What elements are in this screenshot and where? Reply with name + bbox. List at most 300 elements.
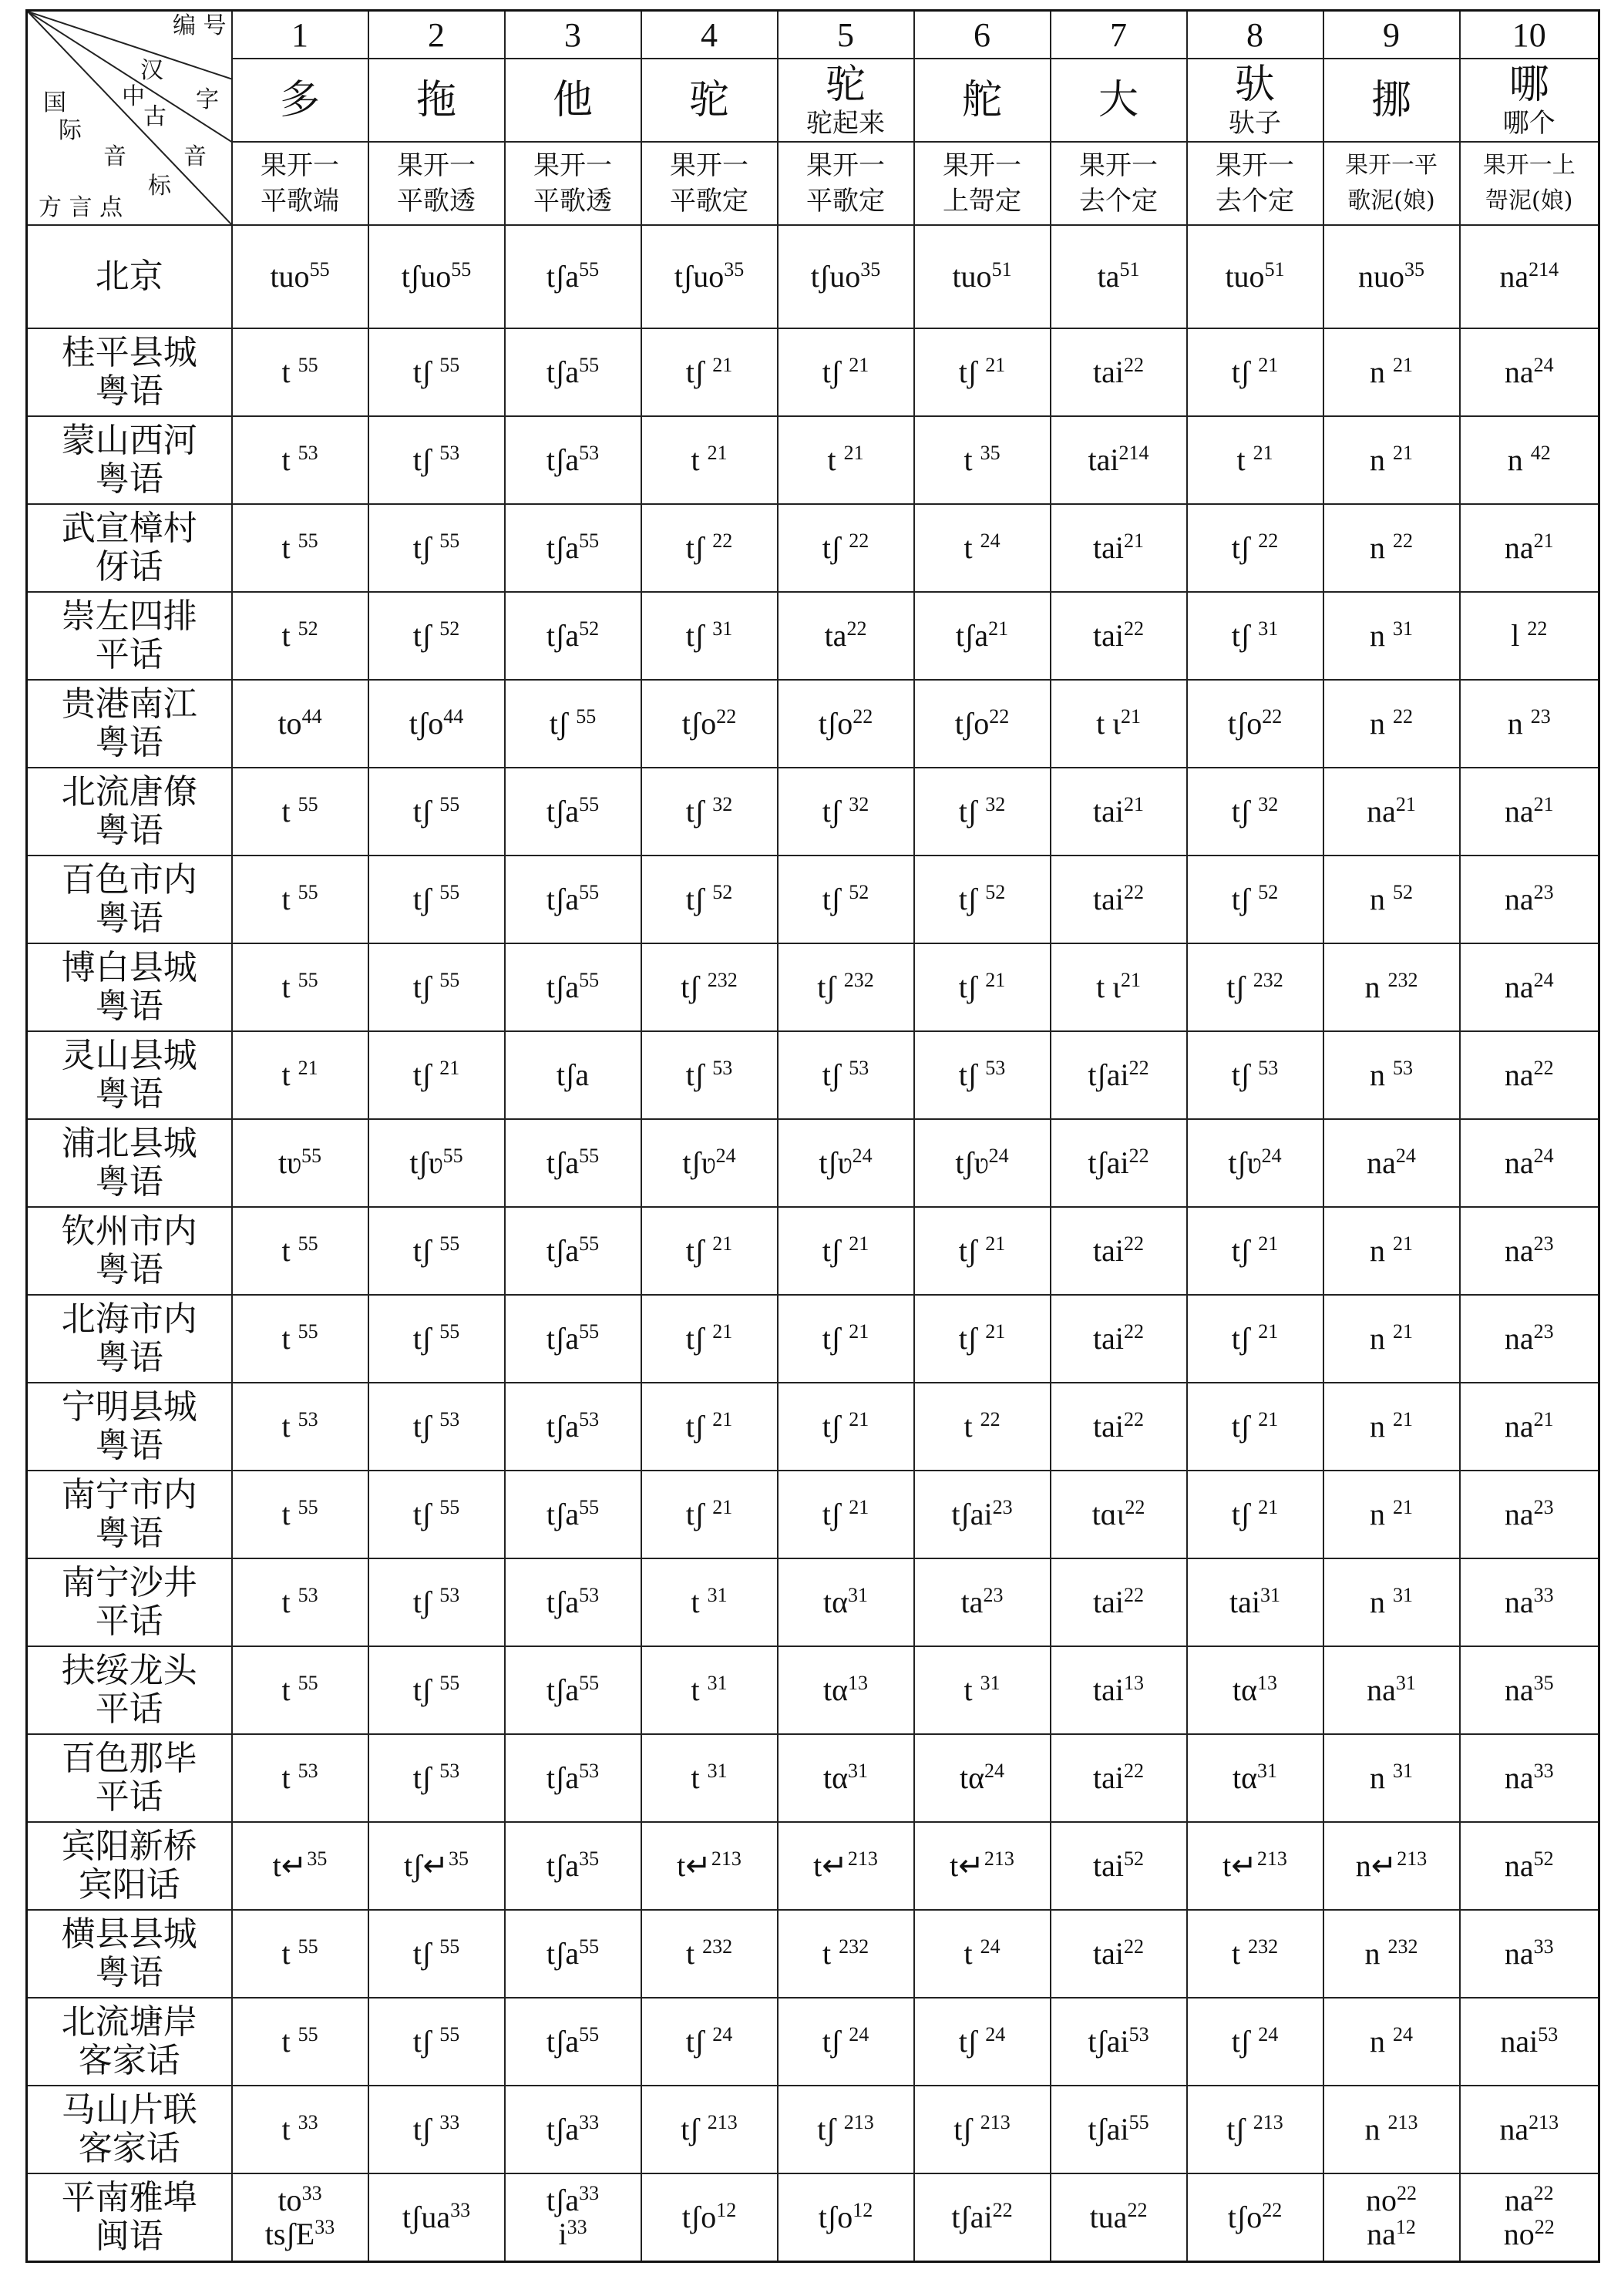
pronunciation-cell	[1187, 2173, 1323, 2262]
ipa-segment: na	[1504, 970, 1534, 1004]
class-line-2: 平歌定	[806, 186, 885, 217]
pronunciation-cell	[232, 1383, 368, 1471]
ipa-segment: t	[281, 1585, 298, 1619]
tone-value: 55	[298, 1672, 318, 1694]
pronunciation-cell	[368, 416, 505, 504]
ipa-segment: t	[281, 1057, 298, 1092]
pronunciation-cell	[1460, 1910, 1599, 1998]
pronunciation-cell	[641, 856, 778, 943]
ipa-segment: tʃ	[822, 1497, 849, 1531]
pronunciation-cell	[914, 1031, 1051, 1119]
table-row	[27, 1822, 1599, 1910]
pronunciation-cell	[368, 1295, 505, 1383]
ipa-segment: t↵	[813, 1848, 848, 1883]
pronunciation-cell	[232, 943, 368, 1031]
table-row	[27, 328, 1599, 416]
tone-value: 21	[712, 354, 733, 376]
tone-value: 35	[579, 1847, 600, 1870]
ipa-segment: tʃʋ	[819, 1145, 853, 1180]
ipa-segment: tʃ	[549, 706, 577, 741]
tone-value: 31	[980, 1672, 1001, 1694]
pronunciation-cell	[1187, 1471, 1323, 1558]
ipa-segment: na	[1504, 794, 1534, 829]
tone-value: 22	[1393, 529, 1413, 552]
ipa-segment: t ɩ	[1096, 706, 1121, 741]
tone-value: 213	[707, 2111, 738, 2133]
pronunciation-cell	[778, 1207, 914, 1295]
pronunciation-cell	[1051, 1471, 1187, 1558]
ipa-segment: tʃ	[822, 794, 849, 829]
pronunciation-cell	[505, 1558, 641, 1646]
pronunciation-cell	[641, 2086, 778, 2173]
pronunciation-cell	[914, 225, 1051, 328]
column-middle-chinese-class	[505, 142, 641, 225]
ipa-segment: no	[1366, 2183, 1397, 2217]
pronunciation-cell	[232, 1207, 368, 1295]
ipa-segment: t	[281, 1936, 298, 1971]
pronunciation-cell	[1460, 416, 1599, 504]
ipa-segment: tʃ	[412, 530, 440, 565]
table-row	[27, 1207, 1599, 1295]
ipa-segment: tʃo	[681, 706, 717, 741]
tone-value: 22	[1125, 1496, 1145, 1518]
tone-value: 53	[579, 1760, 600, 1782]
class-line-1: 果开一平	[1345, 152, 1438, 179]
dialect-point-line: 粤语	[95, 459, 163, 499]
pronunciation-cell	[505, 1119, 641, 1207]
ipa-segment: na	[1504, 1760, 1534, 1795]
pronunciation-cell	[232, 592, 368, 680]
ipa-segment: tʃa	[546, 1760, 580, 1795]
tone-value: 33	[298, 2111, 318, 2133]
tone-value: 22	[849, 529, 869, 552]
pronunciation-cell	[232, 1734, 368, 1822]
pronunciation-cell	[368, 592, 505, 680]
tone-value: 232	[1253, 969, 1283, 991]
ipa-segment: tʃ	[412, 1233, 440, 1268]
pronunciation-cell	[505, 1471, 641, 1558]
tone-value: 35	[1533, 1672, 1554, 1694]
pronunciation-cell	[1051, 328, 1187, 416]
pronunciation-cell	[641, 1910, 778, 1998]
ipa-segment: n	[1370, 1760, 1393, 1795]
table-header	[27, 11, 1599, 226]
tone-value: 55	[439, 2023, 460, 2046]
tone-value: 213	[1397, 1847, 1428, 1870]
ipa-segment: na	[1504, 2183, 1534, 2217]
dialect-point	[27, 1031, 232, 1119]
dialect-point-line: 宾阳新桥	[61, 1827, 197, 1866]
pronunciation-cell	[1051, 1998, 1187, 2086]
pronunciation-cell	[232, 1646, 368, 1734]
ipa-segment: t	[281, 1497, 298, 1531]
ipa-segment: tʃ	[681, 970, 708, 1004]
pronunciation-cell	[1051, 504, 1187, 592]
ipa-segment: tʃ	[1231, 618, 1259, 653]
tone-value: 55	[439, 529, 460, 552]
ipa-segment: tʃ	[685, 1057, 713, 1092]
column-character	[1187, 59, 1323, 142]
ipa-segment: t	[281, 1760, 298, 1795]
tone-value: 21	[849, 1232, 869, 1255]
tone-value: 33	[314, 2216, 335, 2238]
pronunciation-cell	[778, 328, 914, 416]
pronunciation-cell	[914, 1910, 1051, 1998]
dialect-point-line: 百色市内	[61, 860, 197, 899]
tone-value: 52	[712, 881, 733, 903]
pronunciation-cell	[505, 680, 641, 768]
tone-value: 232	[839, 1935, 869, 1958]
column-middle-chinese-class	[1051, 142, 1187, 225]
dialect-point	[27, 943, 232, 1031]
tone-value: 21	[1258, 1496, 1279, 1518]
pronunciation-cell	[914, 1471, 1051, 1558]
tone-value: 214	[1118, 442, 1149, 464]
pronunciation-cell	[1187, 1910, 1323, 1998]
ipa-segment: tʃ	[685, 1409, 713, 1444]
tone-value: 53	[298, 442, 318, 464]
ipa-segment: tʃ	[1231, 1321, 1259, 1356]
ipa-segment: tɑɩ	[1091, 1497, 1125, 1531]
ipa-segment: na	[1504, 882, 1534, 916]
tone-value: 213	[843, 2111, 874, 2133]
ipa-segment: tua	[1089, 2200, 1128, 2234]
tone-value: 33	[450, 2199, 471, 2221]
tone-value: 213	[1253, 2111, 1283, 2133]
ipa-segment: tα	[822, 1585, 849, 1619]
pronunciation-cell	[1051, 2086, 1187, 2173]
pronunciation-cell	[1051, 1383, 1187, 1471]
pronunciation-cell	[1460, 1031, 1599, 1119]
tone-value: 21	[1533, 1408, 1554, 1430]
ipa-segment: tα	[1232, 1760, 1258, 1795]
ipa-segment: tʃ	[958, 794, 986, 829]
ipa-segment: tʃa	[546, 442, 580, 477]
tone-value: 44	[301, 705, 322, 728]
tone-value: 55	[1128, 2111, 1149, 2133]
ipa-segment: n	[1370, 882, 1393, 916]
dialect-point-line: 客家话	[78, 2041, 180, 2080]
dialect-point-line: 贵港南江	[61, 684, 197, 724]
column-number: 8	[1187, 11, 1323, 59]
pronunciation-cell	[778, 2086, 914, 2173]
pronunciation-cell	[1323, 943, 1460, 1031]
tone-value: 55	[579, 1672, 600, 1694]
ipa-segment: t	[1236, 442, 1253, 477]
pronunciation-cell	[914, 416, 1051, 504]
ipa-segment: tʃ	[1231, 2024, 1259, 2059]
ipa-segment: t	[822, 1936, 839, 1971]
ipa-segment: tʃo	[1227, 706, 1263, 741]
table-row	[27, 2086, 1599, 2173]
dialect-point	[27, 1471, 232, 1558]
ipa-segment: tʃa	[546, 1321, 580, 1356]
dialect-point-line: 浦北县城	[61, 1124, 197, 1163]
ipa-segment: tai	[1093, 1233, 1124, 1268]
pronunciation-cell	[914, 504, 1051, 592]
tone-value: 33	[567, 2216, 587, 2238]
tone-value: 21	[1393, 354, 1413, 376]
dialect-point-line: 粤语	[95, 899, 163, 938]
table-row	[27, 1295, 1599, 1383]
pronunciation-cell	[368, 328, 505, 416]
tone-value: 21	[712, 1320, 733, 1343]
column-character	[232, 59, 368, 142]
dialect-point-line: 粤语	[95, 371, 163, 411]
pronunciation-cell	[368, 1646, 505, 1734]
pronunciation-cell	[1460, 592, 1599, 680]
dialect-point	[27, 1383, 232, 1471]
ipa-segment: na	[1367, 2217, 1396, 2251]
table-row	[27, 680, 1599, 768]
ipa-segment: tʃa	[546, 355, 580, 389]
dialect-point-line: 客家话	[78, 2129, 180, 2168]
pronunciation-cell	[232, 1558, 368, 1646]
class-line-1: 果开一上	[1482, 152, 1576, 179]
ipa-segment: t	[281, 1233, 298, 1268]
table-row	[27, 943, 1599, 1031]
pronunciation-cell	[232, 856, 368, 943]
ipa-segment: tʃai	[1088, 2024, 1129, 2059]
dialect-point-line: 南宁沙井	[61, 1563, 197, 1602]
corner-label-yin-right: 音	[183, 143, 207, 170]
pronunciation-cell	[232, 1031, 368, 1119]
pronunciation-cell	[1051, 1558, 1187, 1646]
ipa-segment: tʃ	[958, 1233, 986, 1268]
tone-value: 23	[1533, 1232, 1554, 1255]
tone-value: 55	[439, 969, 460, 991]
ipa-segment: n	[1370, 618, 1393, 653]
tone-value: 12	[853, 2199, 873, 2221]
pronunciation-cell	[1187, 1295, 1323, 1383]
tone-value: 31	[712, 617, 733, 640]
pronunciation-cell	[368, 1383, 505, 1471]
dialect-point-line: 粤语	[95, 811, 163, 850]
dialect-point-line: 崇左四排	[61, 597, 197, 636]
ipa-segment: tʃ	[685, 2024, 713, 2059]
ipa-segment: tʃ	[1231, 530, 1259, 565]
column-character	[1051, 59, 1187, 142]
ipa-segment: tʃo	[954, 706, 990, 741]
dialect-point	[27, 2173, 232, 2262]
ipa-segment: t	[964, 1936, 980, 1971]
pronunciation-cell	[641, 1822, 778, 1910]
ipa-segment: tʃa	[546, 530, 580, 565]
tone-value: 21	[1393, 442, 1413, 464]
tone-value: 55	[439, 1935, 460, 1958]
dialect-point-line: 宾阳话	[78, 1865, 180, 1904]
ipa-segment: tʃo	[818, 2200, 853, 2234]
dialect-point	[27, 225, 232, 328]
pronunciation-cell	[368, 768, 505, 856]
dialect-point	[27, 1646, 232, 1734]
ipa-segment: tʃ	[412, 2024, 440, 2059]
tone-value: 21	[712, 1408, 733, 1430]
tone-value: 12	[1395, 2216, 1416, 2238]
ipa-segment: t	[281, 355, 298, 389]
pronunciation-cell	[778, 1910, 914, 1998]
pronunciation-cell	[1187, 416, 1323, 504]
pronunciation-cell	[914, 1822, 1051, 1910]
tone-value: 24	[1533, 354, 1554, 376]
tone-value: 44	[443, 705, 464, 728]
tone-value: 24	[980, 529, 1001, 552]
pronunciation-cell	[641, 504, 778, 592]
ipa-segment: tα	[822, 1672, 849, 1707]
corner-label-bianhao: 编 号	[173, 12, 227, 39]
column-character	[641, 59, 778, 142]
pronunciation-cell	[505, 1383, 641, 1471]
corner-label-zhong: 中	[122, 83, 145, 110]
tone-value: 53	[985, 1057, 1006, 1079]
ipa-segment: tai	[1093, 1585, 1124, 1619]
tone-value: 22	[853, 705, 873, 728]
tone-value: 21	[1123, 793, 1144, 815]
pronunciation-cell	[1323, 504, 1460, 592]
tone-value: 21	[707, 442, 728, 464]
tone-value: 51	[1119, 258, 1140, 281]
pronunciation-cell	[778, 1031, 914, 1119]
pronunciation-cell	[1187, 1207, 1323, 1295]
ipa-segment: tʃa	[546, 1145, 580, 1180]
tone-value: 33	[579, 2182, 600, 2204]
ipa-segment: ta	[960, 1585, 984, 1619]
pronunciation-cell	[232, 2173, 368, 2262]
tone-value: 21	[1253, 442, 1273, 464]
tone-value: 12	[716, 2199, 737, 2221]
ipa-segment: tʃ	[958, 970, 986, 1004]
tone-value: 55	[579, 793, 600, 815]
tone-value: 52	[1123, 1847, 1144, 1870]
table-body	[27, 225, 1599, 2262]
ipa-segment: tʃa	[955, 618, 989, 653]
tone-value: 22	[1123, 617, 1144, 640]
ipa-segment: tʃ	[822, 1057, 849, 1092]
tone-value: 52	[985, 881, 1006, 903]
pronunciation-cell	[505, 1910, 641, 1998]
pronunciation-cell	[505, 592, 641, 680]
dialect-point	[27, 1822, 232, 1910]
ipa-segment: tʃ	[412, 1585, 440, 1619]
tone-value: 22	[712, 529, 733, 552]
pronunciation-cell	[505, 504, 641, 592]
tone-value: 55	[576, 705, 597, 728]
ipa-segment: tʃ	[412, 1057, 440, 1092]
pronunciation-cell	[641, 592, 778, 680]
pronunciation-cell	[641, 1998, 778, 2086]
tone-value: 21	[849, 1408, 869, 1430]
ipa-segment: t↵	[950, 1848, 984, 1883]
tone-value: 22	[1527, 617, 1548, 640]
tone-value: 22	[1128, 1057, 1149, 1079]
dialect-point-line: 桂平县城	[61, 333, 197, 372]
pronunciation-cell	[641, 225, 778, 328]
ipa-segment: na	[1504, 1409, 1534, 1444]
class-line-1: 果开一	[806, 150, 885, 181]
tone-value: 53	[712, 1057, 733, 1079]
pronunciation-cell	[914, 1998, 1051, 2086]
dialect-point-line: 博白县城	[61, 948, 197, 987]
ipa-segment: tai	[1229, 1585, 1260, 1619]
tone-value: 21	[1258, 1320, 1279, 1343]
dialect-point-line: 粤语	[95, 1250, 163, 1289]
ipa-segment: n	[1370, 1409, 1393, 1444]
dialect-point-line: 平话	[95, 1689, 163, 1729]
ipa-segment: tʃ	[822, 882, 849, 916]
ipa-segment: tʃʋ	[1228, 1145, 1262, 1180]
column-number: 5	[778, 11, 914, 59]
pronunciation-cell	[778, 1998, 914, 2086]
column-middle-chinese-class	[914, 142, 1051, 225]
corner-label-guo: 国	[43, 89, 66, 116]
pronunciation-cell	[1460, 1646, 1599, 1734]
ipa-segment: t	[281, 530, 298, 565]
pronunciation-cell	[1323, 1119, 1460, 1207]
ipa-segment: tʃ	[412, 882, 440, 916]
pronunciation-cell	[232, 1910, 368, 1998]
table-row	[27, 504, 1599, 592]
dialect-point	[27, 1207, 232, 1295]
ipa-segment: tʃ	[412, 1760, 440, 1795]
tone-value: 21	[843, 442, 864, 464]
tone-value: 21	[985, 354, 1006, 376]
tone-value: 23	[983, 1584, 1004, 1606]
dialect-point	[27, 504, 232, 592]
column-number: 2	[368, 11, 505, 59]
pronunciation-cell	[505, 1822, 641, 1910]
table-row	[27, 768, 1599, 856]
ipa-segment: tʃ	[412, 970, 440, 1004]
pronunciation-cell	[778, 225, 914, 328]
pronunciation-cell	[1051, 416, 1187, 504]
column-number: 4	[641, 11, 778, 59]
tone-value: 22	[1258, 529, 1279, 552]
ipa-segment: tʃa	[546, 618, 580, 653]
ipa-segment: na	[1504, 1321, 1534, 1356]
corner-label-yin-left: 音	[103, 143, 126, 170]
pronunciation-cell	[1187, 768, 1323, 856]
ipa-segment: tai	[1093, 1760, 1124, 1795]
tone-value: 55	[298, 1935, 318, 1958]
pronunciation-cell	[505, 2173, 641, 2262]
pronunciation-cell	[1460, 504, 1599, 592]
tone-value: 214	[1529, 258, 1559, 281]
tone-value: 35	[724, 258, 745, 281]
ipa-segment: tʃa	[546, 1585, 580, 1619]
tone-value: 213	[1387, 2111, 1418, 2133]
ipa-segment: tai	[1093, 530, 1124, 565]
tone-value: 23	[1530, 705, 1551, 728]
pronunciation-cell	[641, 328, 778, 416]
ipa-segment: tʃ↵	[404, 1848, 449, 1883]
ipa-segment: tʃa	[546, 970, 580, 1004]
tone-value: 55	[439, 1496, 460, 1518]
pronunciation-cell	[232, 504, 368, 592]
column-middle-chinese-class	[368, 142, 505, 225]
tone-value: 21	[1258, 354, 1279, 376]
tone-value: 22	[1533, 1057, 1554, 1079]
pronunciation-cell	[641, 1295, 778, 1383]
tone-value: 21	[1393, 1408, 1413, 1430]
dialect-point-line: 钦州市内	[61, 1212, 197, 1251]
column-middle-chinese-class	[641, 142, 778, 225]
tone-value: 55	[579, 969, 600, 991]
ipa-segment: na	[1499, 2112, 1529, 2146]
pronunciation-cell	[1051, 768, 1187, 856]
ipa-segment: tʃ	[412, 442, 440, 477]
dialect-point	[27, 592, 232, 680]
tone-value: 21	[1120, 969, 1141, 991]
